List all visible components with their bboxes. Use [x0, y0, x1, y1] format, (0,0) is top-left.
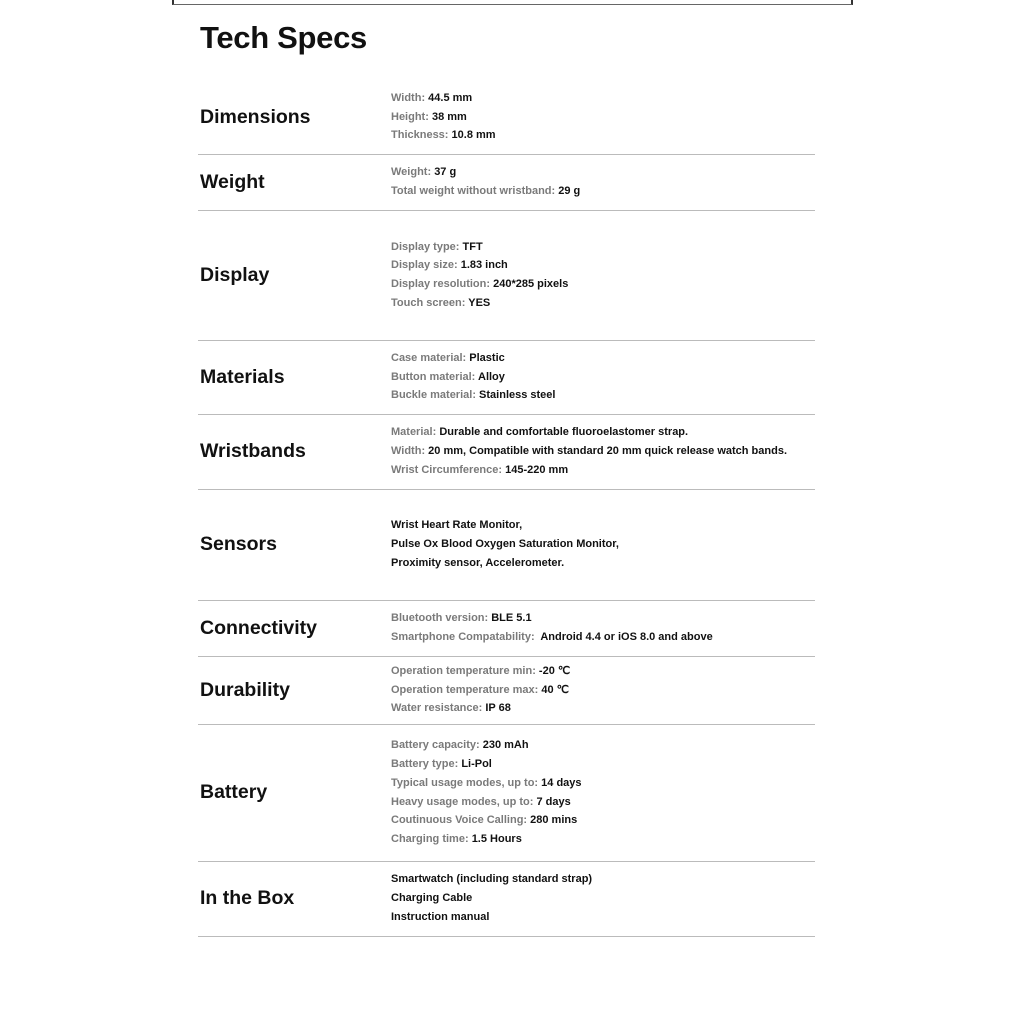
spec-label: Heavy usage modes, up to: — [391, 795, 534, 808]
spec-row — [391, 755, 582, 774]
spec-label: Operation temperature min: — [391, 664, 536, 677]
spec-list — [391, 870, 592, 926]
spec-list — [391, 736, 582, 848]
spec-value: 230 mAh — [482, 739, 529, 752]
spec-list — [391, 609, 713, 646]
spec-row — [391, 628, 713, 647]
spec-label: Bluetooth version: — [391, 612, 489, 625]
spec-value: 40 ℃ — [541, 683, 570, 696]
top-frame — [172, 0, 853, 5]
spec-value: Smartwatch (including standard strap) — [391, 873, 593, 886]
spec-row — [391, 461, 787, 480]
spec-label: Case material: — [391, 351, 467, 364]
spec-value: 280 mins — [530, 814, 578, 827]
spec-row — [391, 368, 555, 387]
spec-value: Pulse Ox Blood Oxygen Saturation Monitor, — [391, 538, 619, 551]
spec-value: 20 mm, Compatible with standard 20 mm quick release watch bands. — [428, 445, 788, 458]
spec-value: 38 mm — [431, 110, 467, 123]
spec-value: Android 4.4 or iOS 8.0 and above — [537, 631, 713, 643]
spec-list — [391, 89, 496, 145]
spec-value: IP 68 — [485, 702, 511, 715]
spec-label: Buckle material: — [391, 389, 476, 402]
spec-row — [391, 108, 496, 127]
spec-label: Touch screen: — [391, 296, 466, 309]
section-heading: Connectivity — [200, 616, 318, 639]
spec-label: Material: — [391, 426, 437, 439]
spec-row — [391, 662, 570, 681]
spec-section-in-the-box — [198, 861, 815, 937]
spec-row — [391, 182, 580, 201]
spec-row — [391, 294, 568, 313]
section-heading: Display — [200, 263, 270, 286]
spec-section-weight — [198, 154, 815, 211]
section-heading: Battery — [200, 781, 268, 803]
spec-label: Width: — [391, 91, 426, 104]
spec-value: BLE 5.1 — [491, 612, 532, 625]
spec-label: Display resolution: — [391, 278, 491, 290]
spec-section-wristbands — [198, 414, 815, 490]
spec-list — [391, 238, 568, 313]
spec-row — [391, 554, 619, 573]
spec-value: Stainless steel — [479, 389, 556, 402]
spec-row — [391, 793, 582, 812]
spec-value: Charging Cable — [391, 892, 473, 905]
spec-value: Wrist Heart Rate Monitor, — [391, 519, 523, 532]
spec-label: Smartphone Compatability: — [391, 631, 535, 643]
spec-value: YES — [468, 296, 491, 309]
spec-row — [391, 681, 570, 700]
spec-row — [391, 89, 496, 108]
spec-value: 145-220 mm — [505, 463, 569, 476]
spec-value: -20 ℃ — [538, 664, 571, 677]
spec-row — [391, 699, 570, 718]
spec-row — [391, 609, 713, 628]
spec-value: 1.83 inch — [460, 259, 508, 272]
spec-row — [391, 774, 582, 793]
spec-row — [391, 275, 568, 294]
spec-section-battery — [198, 724, 815, 862]
spec-row — [391, 736, 582, 755]
spec-label: Typical usage modes, up to: — [391, 776, 539, 789]
spec-value: 37 g — [434, 166, 457, 179]
spec-value: Proximity sensor, Accelerometer. — [391, 556, 565, 569]
spec-list — [391, 423, 787, 479]
spec-section-durability — [198, 656, 815, 725]
spec-row — [391, 535, 619, 554]
spec-section-materials — [198, 340, 815, 415]
spec-label: Height: — [391, 110, 429, 123]
spec-list — [391, 662, 570, 718]
spec-list — [391, 516, 619, 572]
spec-label: Charging time: — [391, 832, 469, 845]
section-heading: Sensors — [200, 533, 277, 555]
spec-row — [391, 126, 496, 145]
spec-row — [391, 889, 592, 908]
spec-section-connectivity — [198, 600, 815, 657]
spec-label: Operation temperature max: — [391, 683, 539, 696]
spec-value: 29 g — [558, 185, 581, 197]
section-heading: Wristbands — [200, 440, 306, 462]
spec-value: TFT — [462, 240, 483, 253]
spec-value: Durable and comfortable fluoroelastomer strap. — [439, 426, 689, 439]
spec-row — [391, 811, 582, 830]
page-title: Tech Specs — [200, 20, 368, 55]
spec-row — [391, 870, 592, 889]
spec-value: Instruction manual — [391, 910, 490, 923]
spec-row — [391, 830, 582, 849]
spec-row — [391, 163, 580, 182]
spec-section-sensors — [198, 489, 815, 601]
spec-label: Width: — [391, 445, 426, 458]
section-heading: In the Box — [200, 887, 295, 909]
spec-section-display — [198, 210, 815, 341]
spec-value: 10.8 mm — [451, 129, 496, 142]
spec-list — [391, 349, 555, 405]
spec-list — [391, 163, 580, 200]
spec-label: Water resistance: — [391, 702, 483, 715]
spec-row — [391, 386, 555, 405]
section-heading: Dimensions — [200, 105, 311, 128]
section-heading: Durability — [200, 678, 290, 701]
spec-value: 14 days — [541, 776, 582, 789]
spec-value: Alloy — [478, 370, 505, 383]
spec-value: Plastic — [469, 351, 505, 364]
spec-label: Battery capacity: — [391, 739, 480, 752]
spec-row — [391, 349, 555, 368]
spec-value: 240*285 pixels — [493, 278, 569, 290]
spec-row — [391, 516, 619, 535]
spec-row — [391, 238, 568, 257]
spec-value: 7 days — [536, 795, 571, 808]
spec-label: Thickness: — [391, 129, 449, 142]
spec-label: Wrist Circumference: — [391, 463, 503, 476]
spec-row — [391, 908, 592, 927]
section-heading: Materials — [200, 365, 285, 388]
spec-value: 44.5 mm — [428, 91, 473, 104]
spec-label: Battery type: — [391, 758, 459, 771]
spec-label: Coutinuous Voice Calling: — [391, 814, 528, 827]
spec-label: Display type: — [391, 240, 460, 253]
spec-value: 1.5 Hours — [471, 832, 522, 845]
spec-row — [391, 442, 787, 461]
spec-row — [391, 423, 787, 442]
spec-section-dimensions — [198, 80, 815, 155]
section-heading: Weight — [200, 170, 265, 193]
spec-label: Display size: — [391, 259, 458, 272]
spec-label: Total weight without wristband: — [391, 185, 556, 197]
spec-value: Li-Pol — [461, 758, 492, 771]
spec-label: Weight: — [391, 166, 432, 179]
spec-row — [391, 256, 568, 275]
spec-label: Button material: — [391, 370, 476, 383]
